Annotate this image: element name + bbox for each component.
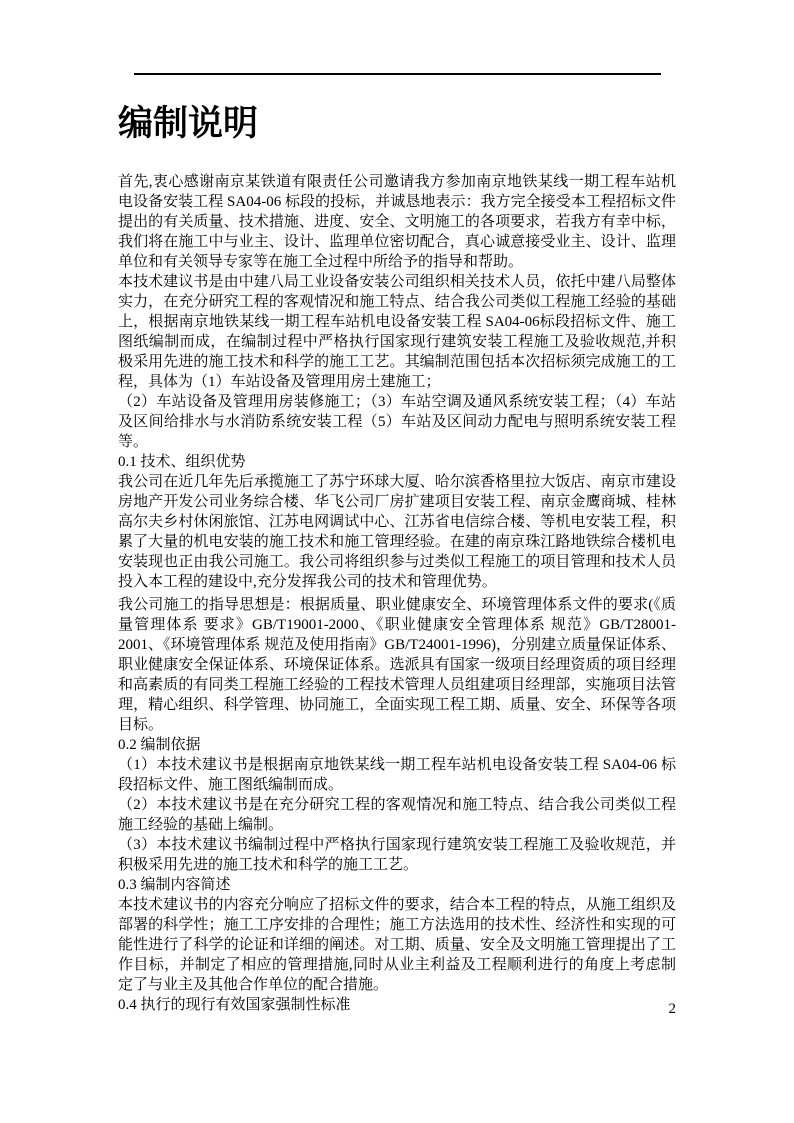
- page-number: 2: [668, 1001, 676, 1017]
- paragraph-guiding-principles: 我公司施工的指导思想是：根据质量、职业健康安全、环境管理体系文件的要求(《质量管理体系 要求》GB/T19001-2000、《职业健康安全管理体系 规范》GB/T28001-2001、《环境管理体系 规范及使用指南》GB/T24001-1996)，分别建立质量保证体系、职业健康安全保证体系、环境保证体系。选派具有国家一级项目经理资质的项目经理和高素质的有同类工程施工经验的工程技术管理人员组建项目经理部，实施项目法管理，精心组织、科学管理、协同施工，全面实现工程工期、质量、安全、环保等各项目标。: [118, 597, 676, 733]
- document-body: [118, 172, 676, 1015]
- section-heading-0-1: 0.1 技术、组织优势: [118, 454, 246, 470]
- section-heading-0-4: 0.4 执行的现行有效国家强制性标准: [118, 997, 351, 1013]
- section-heading-0-2: 0.2 编制依据: [118, 737, 201, 753]
- paragraph-company-experience: 我公司在近几年先后承揽施工了苏宁环球大厦、哈尔滨香格里拉大饭店、南京市建设房地产开发公司业务综合楼、华飞公司厂房扩建项目安装工程、南京金鹰商城、桂林高尔夫乡村休闲旅馆、江苏电网调试中心、江苏省电信综合楼、等机电安装工程，积累了大量的机电安装的施工技术和施工管理经验。在建的南京珠江路地铁综合楼机电安装现也正由我公司施工。我公司将组织参与过类似工程施工的项目管理和技术人员投入本工程的建设中,充分发挥我公司的技术和管理优势。: [118, 474, 676, 590]
- header-rule: [134, 73, 661, 75]
- page-title: 编制说明: [118, 104, 259, 143]
- section-heading-0-3: 0.3 编制内容简述: [118, 877, 231, 893]
- paragraph-basis-item-3: （3）本技术建议书编制过程中严格执行国家现行建筑安装工程施工及验收规范，并积极采用先进的施工技术和科学的施工工艺。: [118, 837, 676, 873]
- paragraph-proposal-basis: 本技术建议书是由中建八局工业设备安装公司组织相关技术人员，依托中建八局整体实力，在充分研究工程的客观情况和施工特点、结合我公司类似工程施工经验的基础上，根据南京地铁某线一期工程车站机电设备安装工程 SA04-06标段招标文件、施工图纸编制而成，在编制过程中严格执行国家现行建筑安装工程施工及验收规范,并积极采用先进的施工技术和科学的施工工艺。其编制范围包括本次招标须完成施工的工程，具体为（1）车站设备及管理用房土建施工；: [118, 274, 676, 390]
- paragraph-content-summary: 本技术建议书的内容充分响应了招标文件的要求，结合本工程的特点，从施工组织及部署的科学性；施工工序安排的合理性；施工方法选用的技术性、经济性和实现的可能性进行了科学的论证和详细的阐述。对工期、质量、安全及文明施工管理提出了工作目标，并制定了相应的管理措施,同时从业主利益及工程顺利进行的角度上考虑制定了与业主及其他合作单位的配合措施。: [118, 897, 676, 993]
- paragraph-intro-thanks: 首先,衷心感谢南京某铁道有限责任公司邀请我方参加南京地铁某线一期工程车站机电设备安装工程 SA04-06 标段的投标，并诚恳地表示：我方完全接受本工程招标文件提出的有关质量、技术措施、进度、安全、文明施工的各项要求，若我方有幸中标，我们将在施工中与业主、设计、监理单位密切配合，真心诚意接受业主、设计、监理单位和有关领导专家等在施工全过程中所给予的指导和帮助。: [118, 174, 676, 270]
- paragraph-basis-item-1: （1）本技术建议书是根据南京地铁某线一期工程车站机电设备安装工程 SA04-06 标段招标文件、施工图纸编制而成。: [118, 757, 676, 793]
- paragraph-basis-item-2: （2）本技术建议书是在充分研究工程的客观情况和施工特点、结合我公司类似工程施工经验的基础上编制。: [118, 797, 676, 833]
- paragraph-scope-items: （2）车站设备及管理用房装修施工；（3）车站空调及通风系统安装工程；（4）车站及区间给排水与水消防系统安装工程（5）车站及区间动力配电与照明系统安装工程等。: [118, 394, 676, 450]
